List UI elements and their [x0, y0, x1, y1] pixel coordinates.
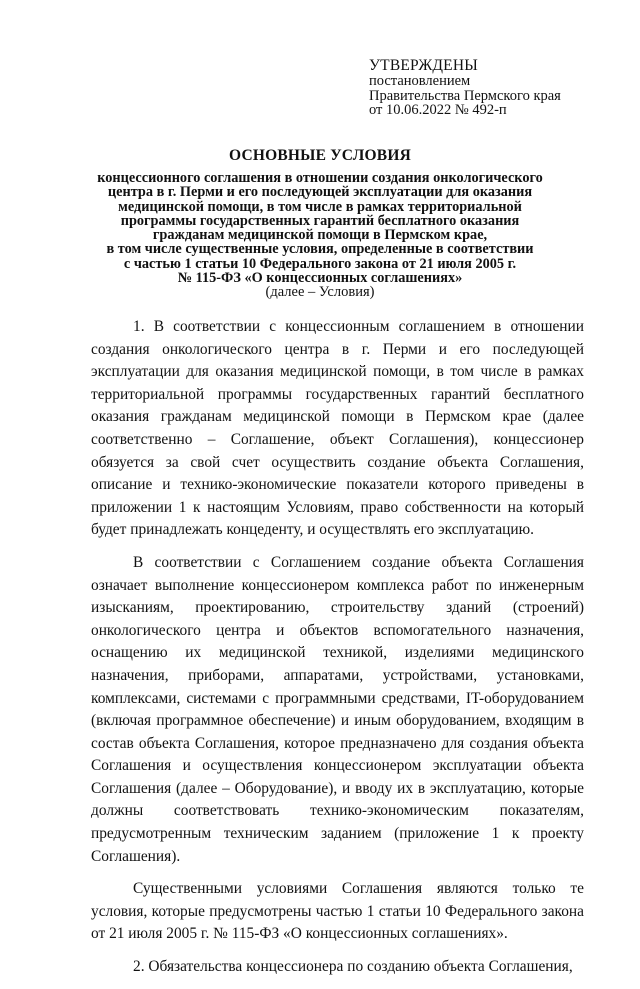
approval-line: постановлением: [369, 73, 471, 89]
paragraph-1: 1. В соответствии с концессионным соглашением в отношении создания онкологического центра в г. Перми и его последующей эксплуатации для оказания медицинской помощи, в том числе в рамках территориальной программы государственных гарантий бесплатного оказания гражданам медицинской помощи в Пермском крае (далее соответственно – Соглашение, объект Соглашения), концессионер обязуется за свой счет осуществить создание объекта Соглашения, описание и технико-экономические показатели которого приведены в приложении 1 к настоящим Условиям, право собственности на который будет принадлежать концеденту, и осуществлять его эксплуатацию.: [91, 318, 584, 539]
subtitle-line: с частью 1 статьи 10 Федерального закона от 21 июля 2005 г.: [123, 255, 517, 272]
approval-line: Правительства Пермского края: [369, 87, 561, 104]
document-title: ОСНОВНЫЕ УСЛОВИЯ: [229, 147, 411, 164]
subtitle-line: гражданам медицинской помощи в Пермском крае,: [152, 227, 488, 244]
paragraph-2: В соответствии с Соглашением создание объекта Соглашения означает выполнение концессионером комплекса работ по инженерным изысканиям, проектированию, строительству зданий (строений) онкологического центра и объектов вспомогательного назначения, оснащению их медицинской техникой, изделиями медицинского назначения, приборами, аппаратами, устройствами, установками, комплексами, системами с программными средствами, IT-оборудованием (включая программное обеспечение) и иным оборудованием, входящим в состав объекта Соглашения, которое предназначено для создания объекта Соглашения и осуществления концессионером эксплуатации объекта Соглашения (далее – Оборудование), и вводу их в эксплуатацию, которые должны соответствовать технико-экономическим показателям, предусмотренным техническим заданием (приложение 1 к проекту Соглашения).: [91, 553, 584, 865]
body-text: [91, 316, 584, 989]
approval-line: от 10.06.2022 № 492-п: [369, 102, 507, 118]
subtitle-line: программы государственных гарантий бесплатного оказания: [120, 212, 520, 229]
subtitle-line: концессионного соглашения в отношении создания онкологического: [97, 170, 543, 186]
subtitle-line: № 115-ФЗ «О концессионных соглашениях»: [177, 270, 463, 287]
title-block: [60, 147, 580, 300]
subtitle-line: медицинской помощи, в том числе в рамках территориальной: [118, 198, 522, 215]
subtitle-line: в том числе существенные условия, определенные в соответствии: [106, 241, 534, 258]
paragraph-3: Существенными условиями Соглашения являются только те условия, которые предусмотрены частью 1 статьи 10 Федерального закона от 21 июля 2005 г. № 115-ФЗ «О концессионных соглашениях».: [91, 880, 584, 943]
paragraph-4: 2. Обязательства концессионера по созданию объекта Соглашения,: [133, 958, 573, 976]
approval-stamp: [369, 57, 619, 118]
approval-heading: УТВЕРЖДЕНЫ: [369, 57, 478, 74]
abbreviation-note: (далее – Условия): [265, 284, 375, 301]
subtitle-line: центра в г. Перми и его последующей эксплуатации для оказания: [107, 184, 533, 201]
